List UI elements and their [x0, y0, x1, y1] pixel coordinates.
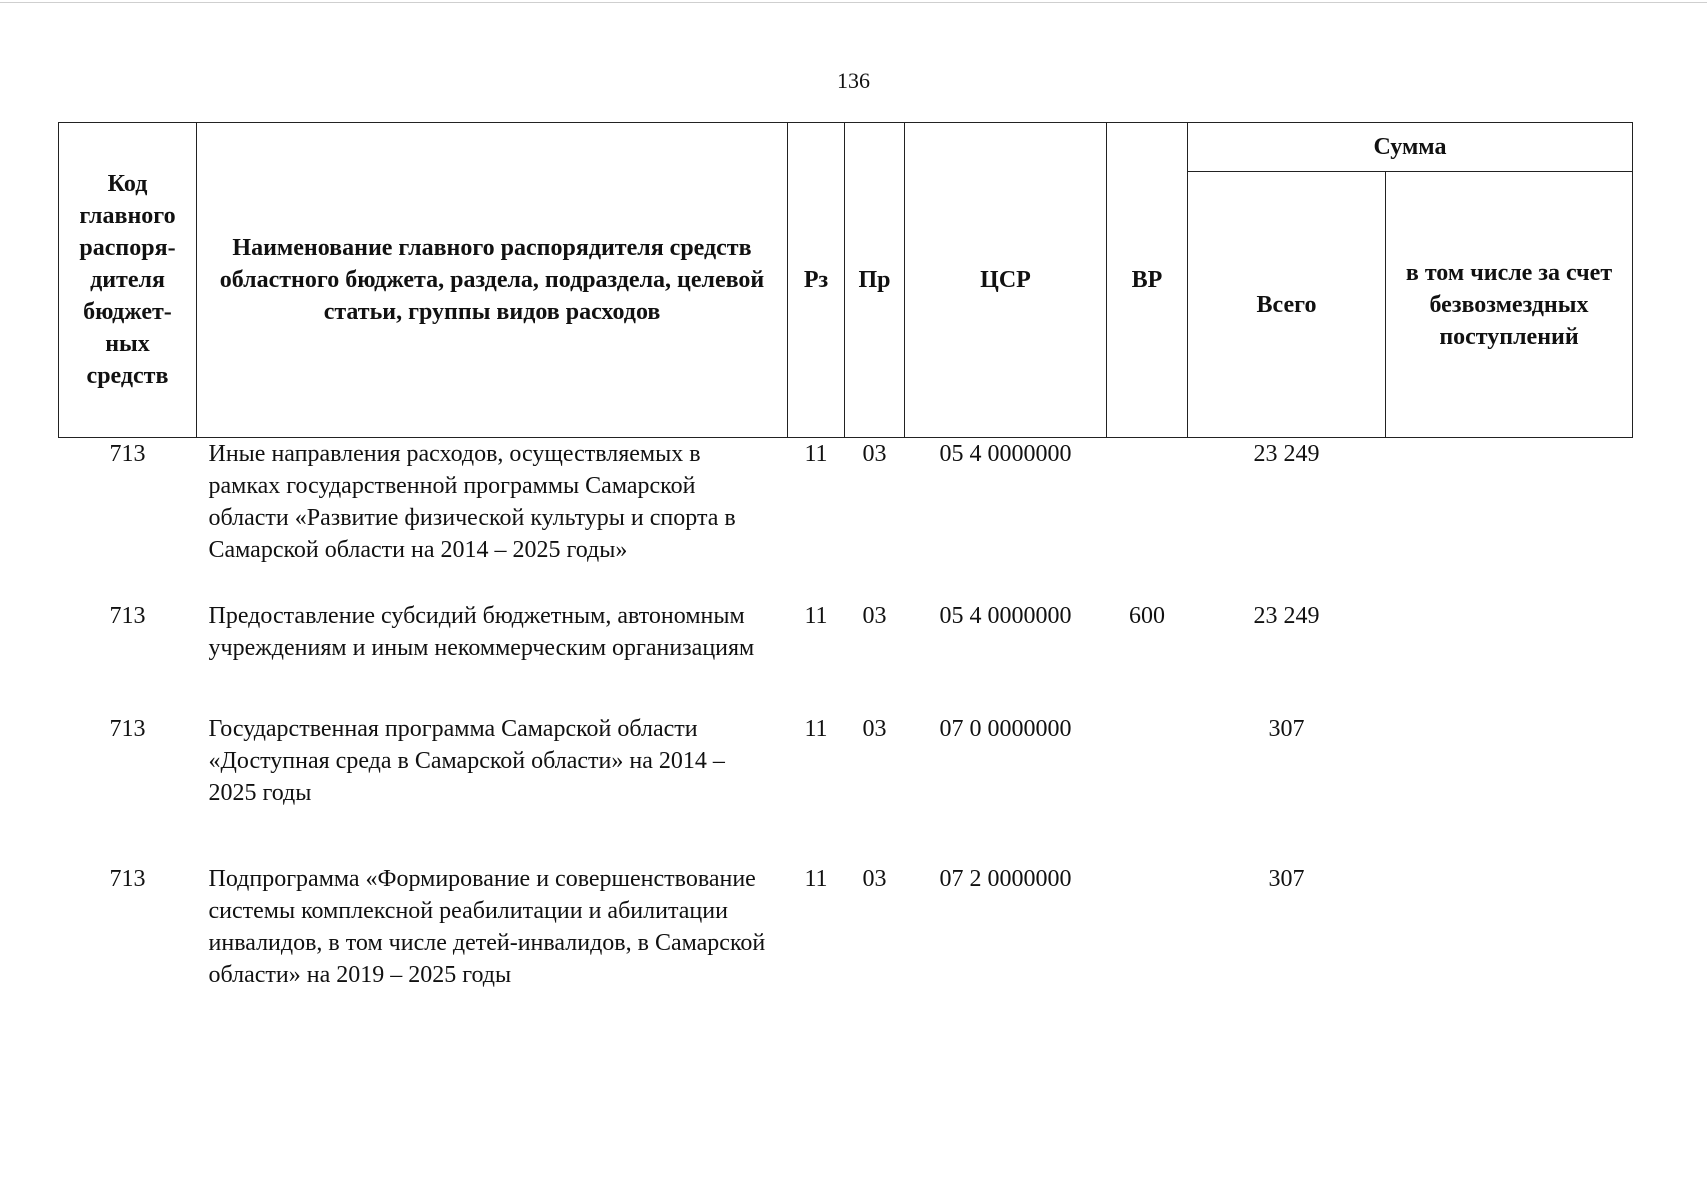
- cell-free: [1386, 600, 1633, 713]
- cell-pr: 03: [862, 441, 887, 467]
- table-row: [59, 713, 1633, 863]
- table-row: [59, 600, 1633, 713]
- cell-free: [1386, 863, 1633, 1033]
- cell-code: 713: [109, 603, 146, 629]
- cell-rz: 11: [804, 866, 828, 892]
- cell-rz: 11: [804, 441, 828, 467]
- cell-vr: 600: [1129, 603, 1165, 629]
- cell-pr: 03: [862, 716, 887, 742]
- header-name: Наименование главного распорядителя средств областного бюджета, раздела, подраздела, целевой статьи, группы видов расходов: [197, 123, 788, 438]
- cell-vr: [1107, 863, 1188, 1033]
- cell-rz: 11: [804, 603, 828, 629]
- cell-free: [1386, 713, 1633, 863]
- cell-csr: 05 4 0000000: [939, 441, 1072, 467]
- cell-code: 713: [109, 866, 146, 892]
- cell-vr: [1107, 713, 1188, 863]
- cell-total: 307: [1268, 716, 1305, 742]
- cell-total: 23 249: [1253, 603, 1320, 629]
- header-rz: Рз: [788, 123, 845, 438]
- table-header: [59, 123, 1633, 438]
- cell-vr: [1107, 438, 1188, 601]
- cell-csr: 07 2 0000000: [939, 866, 1072, 892]
- table-row: [59, 863, 1633, 1033]
- header-code: Код главного распоря-дителя бюджет-ных средств: [59, 123, 197, 438]
- cell-name: Подпрограмма «Формирование и совершенствование системы комплексной реабилитации и абилитации инвалидов, в том числе детей-инвалидов, в Самарской области» на 2019 – 2025 годы: [208, 866, 766, 988]
- cell-name: Предоставление субсидий бюджетным, автономным учреждениям и иным некоммерческим организациям: [208, 603, 755, 661]
- cell-name: Государственная программа Самарской области «Доступная среда в Самарской области» на 2014 – 2025 годы: [208, 716, 725, 806]
- table-body: [59, 438, 1633, 1034]
- header-free: в том числе за счет безвозмездных поступлений: [1386, 172, 1633, 438]
- cell-rz: 11: [804, 716, 828, 742]
- page-number: 136: [837, 68, 870, 93]
- header-sum-group: Сумма: [1188, 123, 1633, 172]
- cell-csr: 05 4 0000000: [939, 603, 1072, 629]
- header-vr: ВР: [1107, 123, 1188, 438]
- cell-code: 713: [109, 441, 146, 467]
- cell-total: 307: [1268, 866, 1305, 892]
- cell-csr: 07 0 0000000: [939, 716, 1072, 742]
- cell-name: Иные направления расходов, осуществляемых в рамках государственной программы Самарской области «Развитие физической культуры и спорта в Самарской области на 2014 – 2025 годы»: [208, 441, 736, 563]
- cell-total: 23 249: [1253, 441, 1320, 467]
- header-total: Всего: [1188, 172, 1386, 438]
- cell-pr: 03: [862, 866, 887, 892]
- budget-table: [58, 122, 1633, 1033]
- cell-pr: 03: [862, 603, 887, 629]
- cell-free: [1386, 438, 1633, 601]
- scan-top-edge: [0, 2, 1707, 3]
- header-csr: ЦСР: [905, 123, 1107, 438]
- table-row: [59, 438, 1633, 601]
- header-pr: Пр: [845, 123, 905, 438]
- cell-code: 713: [109, 716, 146, 742]
